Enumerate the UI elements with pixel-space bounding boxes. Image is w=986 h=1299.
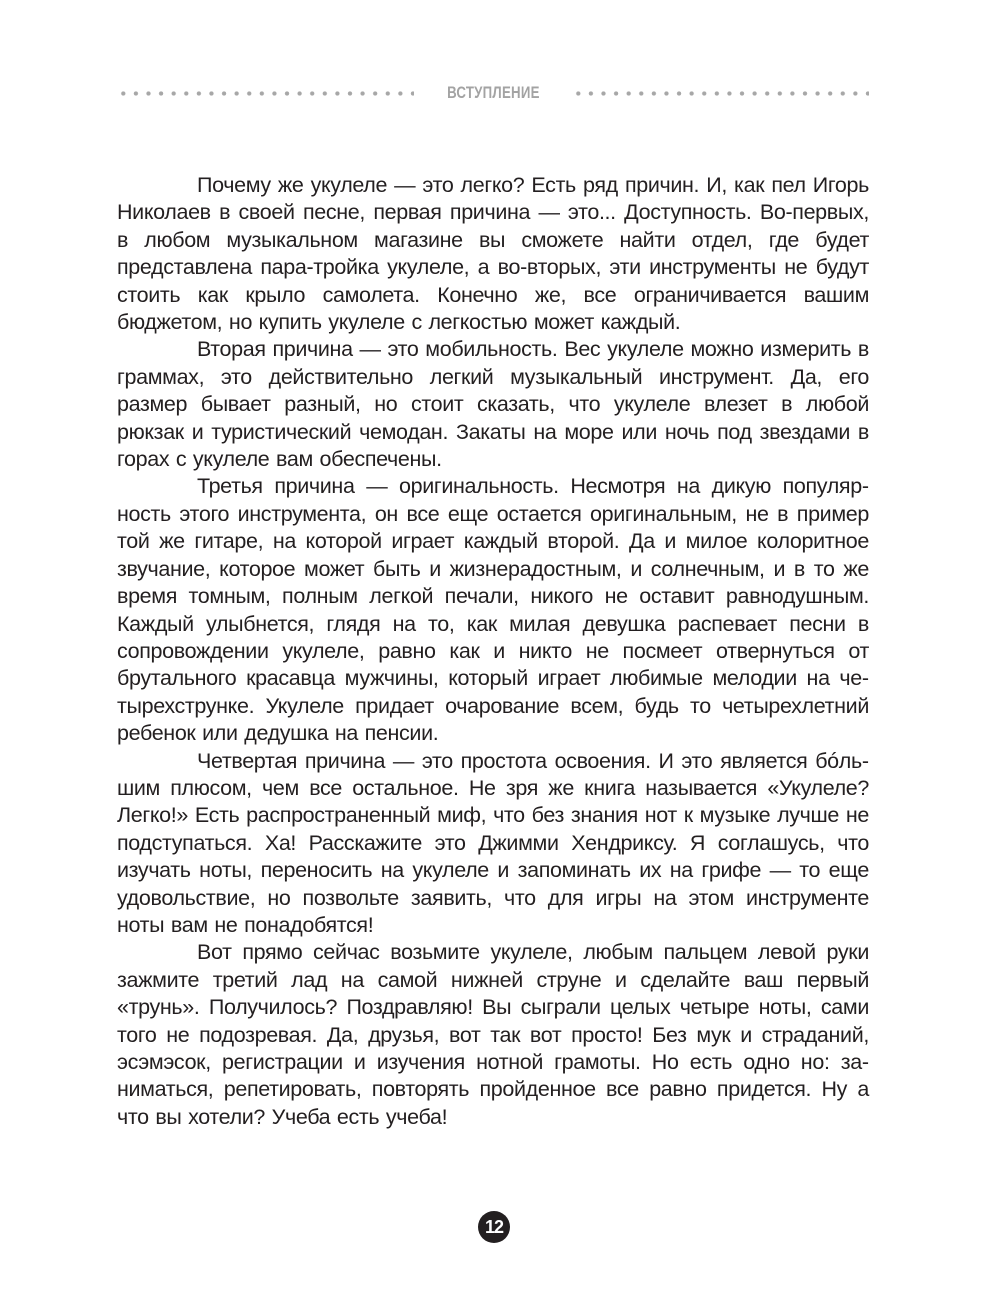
paragraph-simplicity: Четвертая причина — это простота освоения. И это является бóльшим плюсом, чем все остальное. Не зря же книга называется «Укулеле? Легко!» Есть распространенный миф, что без знания нот к музыке лучше не подступаться. Ха! Расскажите это Джимми Хендриксу. Я соглашусь, что изучать ноты, переносить на укулеле и запоминать их на грифе — то еще удовольствие, но позвольте заявить, что для игры на этом инструменте ноты вам не понадобятся! xyxy=(117,748,869,937)
paragraph-accessibility: Почему же укулеле — это легко? Есть ряд причин. И, как пел Игорь Николаев в своей песне, первая причина — это... Доступность. Во-первых, в любом музыкальном магазине вы сможете найти отдел, где будет представлена пара-тройка укулеле, а во-вторых, эти инструменты не будут стоить как крыло самолета. Конечно же, все ограничивается вашим бюджетом, но купить укулеле с легкостью может каждый. xyxy=(117,173,869,335)
dotted-rule-right xyxy=(572,91,869,96)
paragraph-first-strum: Вот прямо сейчас возьмите укулеле, любым пальцем левой руки зажмите третий лад на самой нижней струне и сделайте ваш первый «трунь». Получилось? Поздравляю! Вы сыграли целых четыре ноты, сами того не подозревая. Да, друзья, вот так вот просто! Без мук и страданий, эсэмэсок, регистрации и изучения нотной грамоты. Но есть одно но: заниматься, репетировать, повторять пройденное все равно придется. Ну а что вы хотели? Учеба есть учеба! xyxy=(117,940,869,1129)
dotted-rule-left xyxy=(117,91,414,96)
paragraph-originality: Третья причина — оригинальность. Несмотря на дикую популярность этого инструмента, он все еще остается оригинальным, не в пример той же гитаре, на которой играет каждый второй. Да и милое колоритное звучание, которое может быть и жизнерадостным, и солнечным, и в то же время томным, полным легкой печали, никого не оставит равнодушным. Каждый улыбнется, глядя на то, как милая девушка распевает песни в сопровождении укулеле, равно как и никто не посмеет отвернуться от брутального красавца мужчины, который играет любимые мелодии на четырехструнке. Укулеле придает очарование всем, будь то четырехлетний ребенок или дедушка на пенсии. xyxy=(117,474,869,746)
paragraph-mobility: Вторая причина — это мобильность. Вес укулеле можно измерить в граммах, это действительно легкий музыкальный инструмент. Да, его размер бывает разный, но стоит сказать, что укулеле влезет в любой рюкзак и туристический чемодан. Закаты на море или ночь под звездами в горах с укулеле вам обеспечены. xyxy=(117,337,869,472)
page-number-badge: 12 xyxy=(478,1211,510,1243)
section-title: ВСТУПЛЕНИЕ xyxy=(446,83,540,102)
running-header xyxy=(117,82,869,104)
page-body xyxy=(117,172,869,1131)
